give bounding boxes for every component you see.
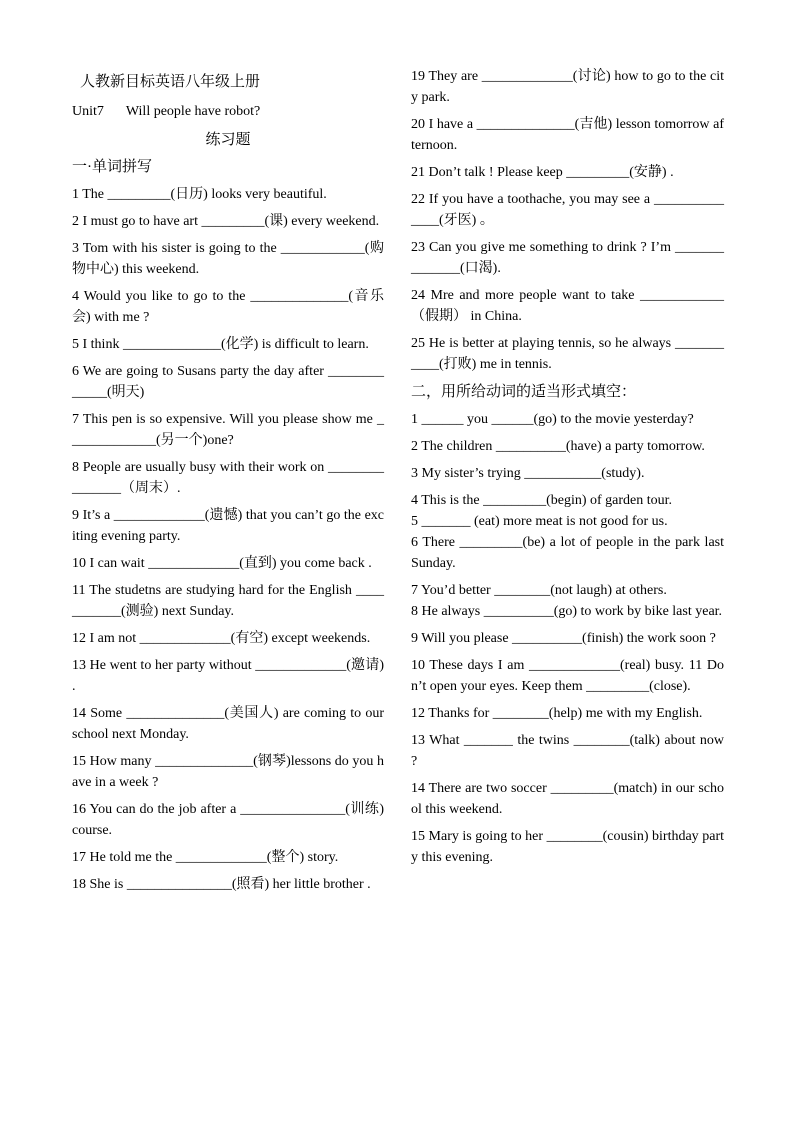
left-column: [72, 70, 384, 901]
list-item: 13 What _______ the twins ________(talk) about now ?: [411, 733, 724, 769]
list-item: 4 Would you like to go to the ______________(音乐会) with me ?: [72, 289, 384, 325]
list-item: 5 _______ (eat) more meat is not good for us.: [411, 514, 668, 529]
list-item: 12 Thanks for ________(help) me with my English.: [411, 706, 703, 721]
section1-title: 一·单词拼写: [72, 159, 152, 175]
list-item: 19 They are _____________(讨论) how to go to the city park.: [411, 69, 724, 105]
list-item: 4 This is the _________(begin) of garden tour.: [411, 493, 673, 508]
exercise-title: 练习题: [205, 132, 251, 148]
list-item: 7 This pen is so expensive. Will you please show me _____________(另一个)one?: [72, 412, 384, 448]
list-item: 6 There _________(be) a lot of people in the park last Sunday.: [411, 535, 724, 571]
list-item: 5 I think ______________(化学) is difficult to learn.: [72, 337, 369, 352]
section2-title: 二，用所给动词的适当形式填空：: [411, 384, 637, 400]
list-item: 3 My sister’s trying ___________(study).: [411, 466, 645, 481]
list-item: 1 The _________(日历) looks very beautiful.: [72, 187, 327, 202]
list-item: 3 Tom with his sister is going to the ____________(购物中心) this weekend.: [72, 241, 384, 277]
list-item: 14 There are two soccer _________(match) in our school this weekend.: [411, 781, 724, 817]
list-item: 23 Can you give me something to drink ? I’m ______________(口渴).: [411, 240, 724, 276]
list-item: 6 We are going to Susans party the day after _____________(明天): [72, 364, 384, 400]
unit-label: Unit7: [72, 104, 104, 119]
unit-title: Will people have robot?: [125, 104, 261, 119]
list-item: 18 She is _______________(照看) her little brother .: [72, 877, 371, 892]
list-item: 12 I am not _____________(有空) except weekends.: [72, 631, 371, 646]
list-item: 2 The children __________(have) a party tomorrow.: [411, 439, 705, 454]
list-item: 17 He told me the _____________(整个) story.: [72, 850, 339, 865]
list-item: 2 I must go to have art _________(课) every weekend.: [72, 214, 380, 229]
list-item: 10 These days I am _____________(real) busy. 11 Don’t open your eyes. Keep them _________(close).: [411, 658, 724, 694]
list-item: 20 I have a ______________(吉他) lesson tomorrow afternoon.: [411, 117, 724, 153]
list-item: 7 You’d better ________(not laugh) at others.: [411, 583, 667, 598]
list-item: 14 Some ______________(美国人) are coming to our school next Monday.: [72, 706, 384, 742]
list-item: 1 ______ you ______(go) to the movie yesterday?: [411, 412, 694, 427]
unit-line: [72, 100, 384, 124]
list-item: 8 He always __________(go) to work by bike last year.: [411, 604, 723, 619]
list-item: 11 The studetns are studying hard for the English ___________(测验) next Sunday.: [72, 583, 384, 619]
list-item: 25 He is better at playing tennis, so he always ___________(打败) me in tennis.: [411, 336, 724, 372]
document-title: 人教新目标英语八年级上册: [80, 74, 261, 90]
list-item: 21 Don’t talk ! Please keep _________(安静) .: [411, 165, 674, 180]
list-item: 16 You can do the job after a _______________(训练) course.: [72, 802, 384, 838]
list-item: 13 He went to her party without _____________(邀请) .: [72, 658, 384, 694]
list-item: 15 Mary is going to her ________(cousin) birthday party this evening.: [411, 829, 724, 865]
right-column: [411, 66, 724, 874]
list-item: 15 How many ______________(钢琴)lessons do you have in a week ?: [72, 754, 384, 790]
list-item: 24 Mre and more people want to take ____________（假期） in China.: [411, 288, 724, 324]
list-item: 22 If you have a toothache, you may see a ______________(牙医) 。: [411, 192, 724, 228]
list-item: 9 It’s a _____________(遗憾) that you can’t go the exciting evening party.: [72, 508, 384, 544]
list-item: 8 People are usually busy with their work on _______________（周末）.: [72, 460, 384, 496]
list-item: 10 I can wait _____________(直到) you come back .: [72, 556, 372, 571]
list-item: 9 Will you please __________(finish) the work soon ?: [411, 631, 716, 646]
